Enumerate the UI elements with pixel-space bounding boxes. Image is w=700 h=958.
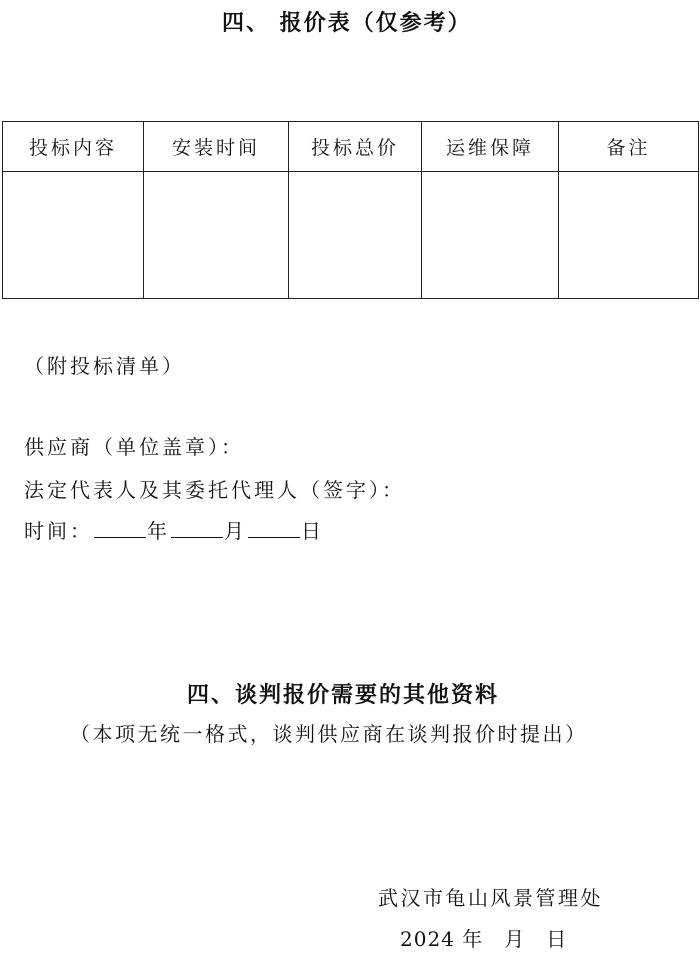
header-total-price: 投标总价 — [289, 122, 422, 172]
header-bid-content: 投标内容 — [3, 122, 144, 172]
attachment-note: （附投标清单） — [24, 354, 185, 378]
footer-date: 2024 年 月 日 — [400, 927, 568, 951]
table-row — [3, 172, 699, 299]
footer-organization: 武汉市龟山风景管理处 — [378, 886, 603, 910]
header-maintenance: 运维保障 — [422, 122, 559, 172]
date-line — [24, 515, 324, 544]
table-cell — [422, 172, 559, 299]
day-char: 日 — [301, 519, 324, 543]
representative-signature-label: 法定代表人及其委托代理人（签字）： — [24, 478, 405, 502]
table-cell — [289, 172, 422, 299]
date-label: 时间： — [24, 519, 93, 543]
month-blank — [171, 519, 223, 538]
section-title-quote: 四、 报价表（仅参考） — [222, 10, 472, 36]
header-install-time: 安装时间 — [144, 122, 289, 172]
table-cell — [144, 172, 289, 299]
year-blank — [94, 519, 146, 538]
quote-table — [2, 121, 699, 299]
header-remarks: 备注 — [559, 122, 699, 172]
supplier-seal-label: 供应商（单位盖章）： — [24, 435, 244, 459]
table-header-row — [3, 122, 699, 172]
month-char: 月 — [224, 519, 247, 543]
table-cell — [559, 172, 699, 299]
day-blank — [248, 519, 300, 538]
section-title-other-materials: 四、谈判报价需要的其他资料 — [187, 682, 500, 708]
table-cell — [3, 172, 144, 299]
section-subtitle: （本项无统一格式，谈判供应商在谈判报价时提出） — [70, 722, 588, 746]
year-char: 年 — [147, 519, 170, 543]
